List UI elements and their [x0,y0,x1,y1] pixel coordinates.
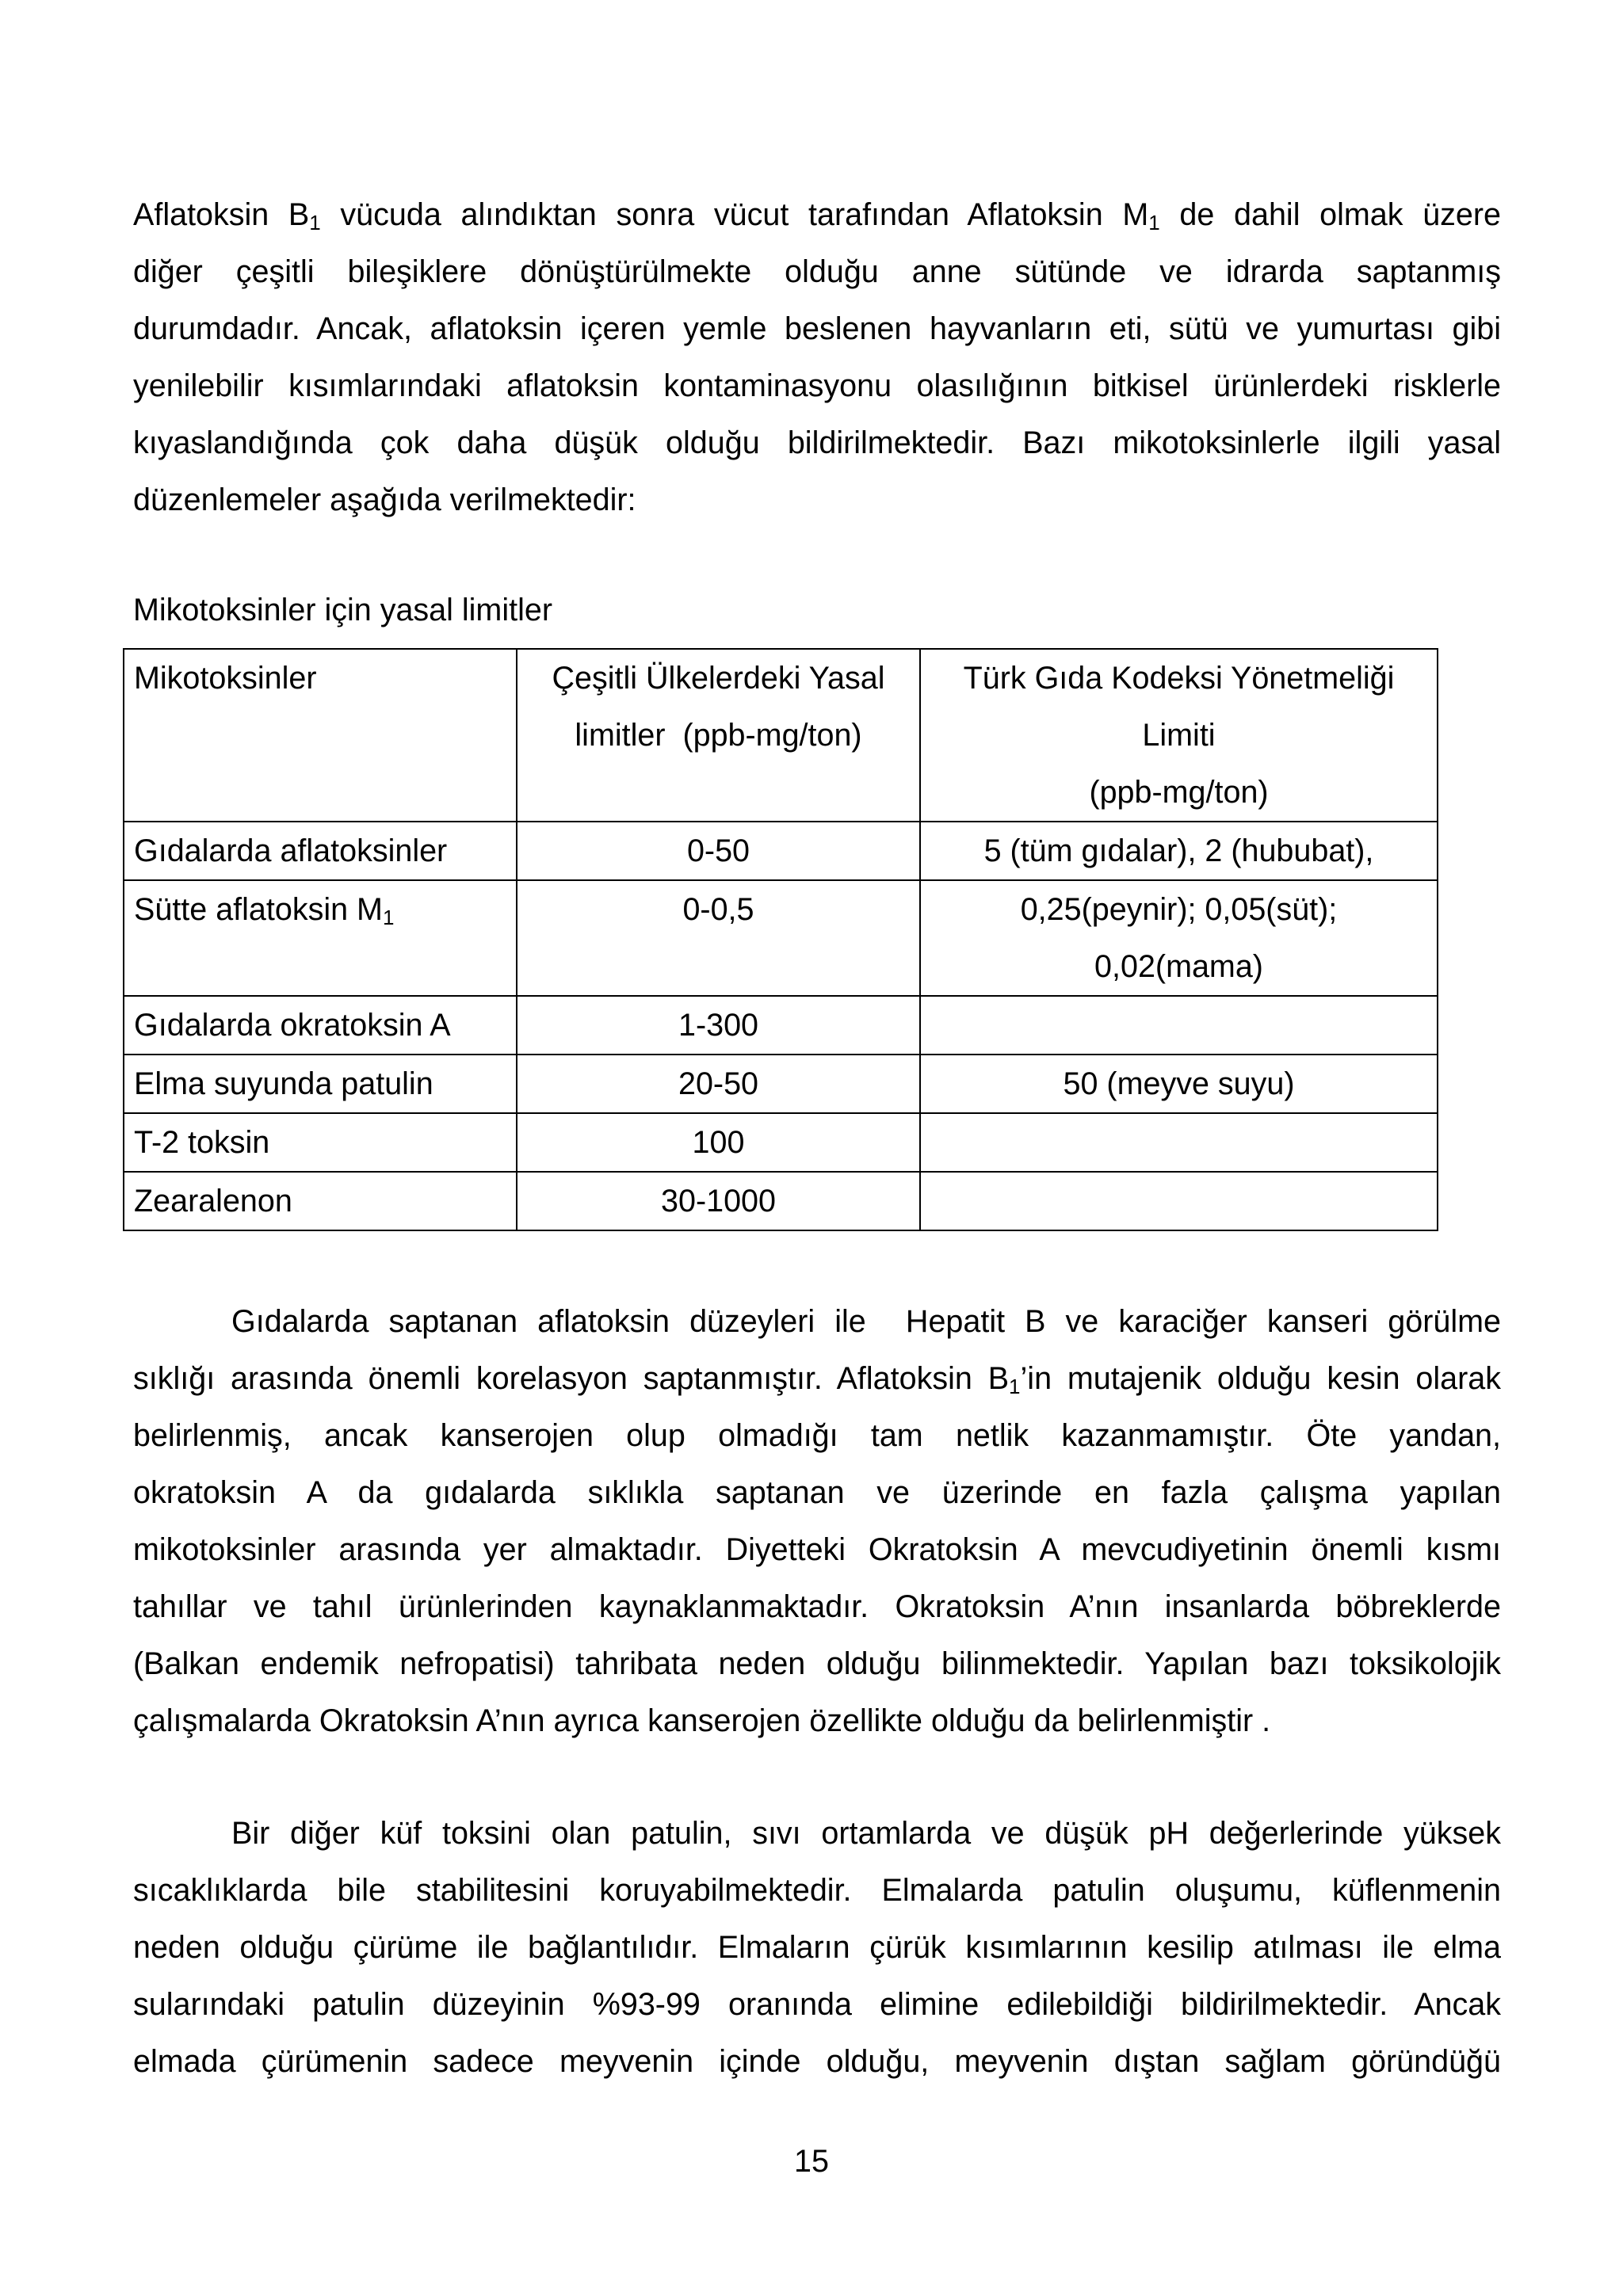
paragraph-line: düzenlemeler aşağıda verilmektedir: [133,482,636,517]
cell-country-limit: 1-300 [517,996,920,1055]
paragraph-line: diğer çeşitli bileşiklere dönüştürülmekte olduğu anne sütünde ve idrarda saptanmış [133,254,1501,289]
paragraph-line: Bir diğer küf toksini olan patulin, sıvı ortamlarda ve düşük pH değerlerinde yüksek [231,1816,1501,1851]
cell-country-limit: 0-0,5 [517,880,920,996]
cell-country-limit: 100 [517,1113,920,1172]
cell-turkish-limit [920,996,1438,1055]
paragraph-line: elmada çürümenin sadece meyvenin içinde olduğu, meyvenin dıştan sağlam göründüğü [133,2044,1501,2079]
paragraph-line: (Balkan endemik nefropatisi) tahribata neden olduğu bilinmektedir. Yapılan bazı toksikolojik [133,1646,1501,1681]
paragraph-line: Gıdalarda saptanan aflatoksin düzeyleri ile Hepatit B ve karaciğer kanseri görülme [231,1304,1501,1339]
paragraph-line: tahıllar ve tahıl ürünlerinden kaynaklanmaktadır. Okratoksin A’nın insanlarda böbreklerde [133,1589,1501,1624]
cell-mycotoxin: Gıdalarda okratoksin A [124,996,517,1055]
paragraph-line: belirlenmiş, ancak kanserojen olup olmadığı tam netlik kazanmamıştır. Öte yandan, [133,1418,1501,1453]
table-row [124,1055,1438,1113]
header-turkish-codex-limit: Türk Gıda Kodeksi Yönetmeliği Limiti (ppb-mg/ton) [920,649,1438,822]
paragraph-aflatoxin-intro [133,186,1501,528]
cell-country-limit: 0-50 [517,822,920,880]
cell-turkish-limit [920,1113,1438,1172]
mycotoxin-limits-table [123,648,1438,1231]
page-number: 15 [794,2144,829,2179]
cell-turkish-limit: 5 (tüm gıdalar), 2 (hububat), [920,822,1438,880]
cell-mycotoxin: T-2 toksin [124,1113,517,1172]
header-country-limits: Çeşitli Ülkelerdeki Yasal limitler (ppb-mg/ton) [517,649,920,822]
paragraph-line: neden olduğu çürüme ile bağlantılıdır. Elmaların çürük kısımlarının kesilip atılması ile elma [133,1930,1501,1965]
paragraph-line: yenilebilir kısımlarındaki aflatoksin kontaminasyonu olasılığının bitkisel ürünlerdeki risklerle [133,368,1501,403]
paragraph-line: Aflatoksin $B_1$ vücuda alındıktan sonra vücut tarafından Aflatoksin $M_1$ de dahil olmak üzere [133,197,1501,235]
paragraph-line: kıyaslandığında çok daha düşük olduğu bildirilmektedir. Bazı mikotoksinlerle ilgili yasal [133,425,1501,460]
table-row [124,822,1438,880]
paragraph-patulin [133,1805,1501,2090]
paragraph-line: sıklığı arasında önemli korelasyon saptanmıştır. Aflatoksin $B_1’in$ mutajenik olduğu kesin olarak [133,1361,1501,1398]
cell-mycotoxin: Sütte aflatoksin $M_1$ [124,880,517,996]
table-caption: Mikotoksinler için yasal limitler [133,593,552,627]
table-row [124,1172,1438,1230]
cell-mycotoxin: Zearalenon [124,1172,517,1230]
table-row [124,880,1438,996]
cell-mycotoxin: Gıdalarda aflatoksinler [124,822,517,880]
paragraph-line: mikotoksinler arasında yer almaktadır. Diyetteki Okratoksin A mevcudiyetinin önemli kısmı [133,1532,1501,1567]
table-row [124,1113,1438,1172]
cell-country-limit: 30-1000 [517,1172,920,1230]
paragraph-line: çalışmalarda Okratoksin A’nın ayrıca kanserojen özellikte olduğu da belirlenmiştir . [133,1703,1271,1738]
paragraph-line: okratoksin A da gıdalarda sıklıkla saptanan ve üzerinde en fazla çalışma yapılan [133,1475,1501,1510]
cell-country-limit: 20-50 [517,1055,920,1113]
paragraph-line: sularındaki patulin düzeyinin %93-99 oranında elimine edilebildiği bildirilmektedir. Ancak [133,1987,1501,2022]
cell-turkish-limit: 0,25(peynir); 0,05(süt); 0,02(mama) [920,880,1438,996]
cell-mycotoxin: Elma suyunda patulin [124,1055,517,1113]
paragraph-line: sıcaklıklarda bile stabilitesini koruyabilmektedir. Elmalarda patulin oluşumu, küflenmenin [133,1873,1501,1908]
cell-turkish-limit: 50 (meyve suyu) [920,1055,1438,1113]
header-mycotoxins: Mikotoksinler [124,649,517,822]
table-header-row [124,649,1438,822]
paragraph-aflatoxin-hepatitis [133,1293,1501,1749]
paragraph-line: durumdadır. Ancak, aflatoksin içeren yemle beslenen hayvanların eti, sütü ve yumurtası gibi [133,311,1501,346]
table-row [124,996,1438,1055]
cell-turkish-limit [920,1172,1438,1230]
